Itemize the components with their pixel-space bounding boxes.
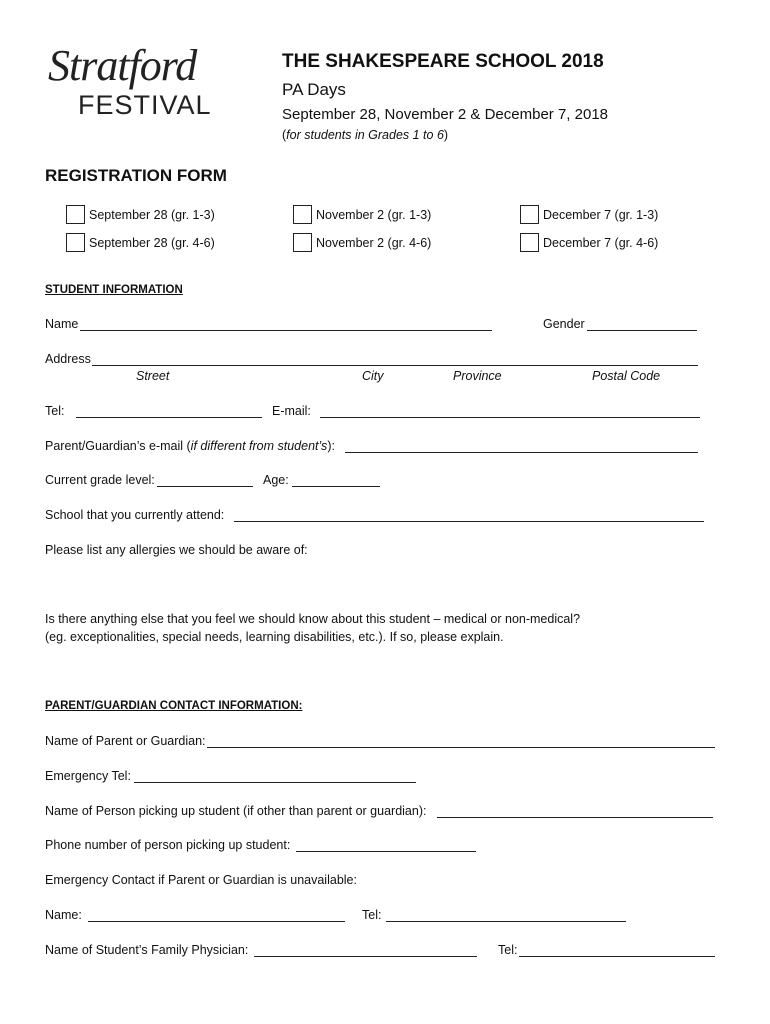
option-label: November 2 (gr. 4-6) — [316, 236, 432, 250]
parent-email-label-post: ): — [327, 439, 335, 453]
name-field[interactable] — [80, 330, 492, 331]
pickup-phone-field[interactable] — [296, 851, 476, 852]
emergency-tel-field[interactable] — [134, 782, 416, 783]
option-label: September 28 (gr. 1-3) — [89, 208, 215, 222]
ec-tel-label: Tel: — [362, 908, 382, 922]
name-label: Name — [45, 317, 79, 331]
parent-email-field[interactable] — [345, 452, 698, 453]
parent-info-heading: PARENT/GUARDIAN CONTACT INFORMATION: — [45, 700, 303, 712]
ec-name-field[interactable] — [88, 921, 345, 922]
checkbox-dec7-gr4-6[interactable] — [520, 233, 539, 252]
page-title: THE SHAKESPEARE SCHOOL 2018 — [282, 51, 604, 72]
pickup-phone-label: Phone number of person picking up student: — [45, 838, 291, 852]
pickup-person-label: Name of Person picking up student (if other than parent or guardian): — [45, 804, 427, 818]
grade-note-text: for students in Grades 1 to 6 — [286, 128, 444, 142]
parent-email-label-italic: if different from student’s — [190, 439, 328, 453]
email-label: E-mail: — [272, 404, 311, 418]
checkbox-nov2-gr4-6[interactable] — [293, 233, 312, 252]
allergies-label: Please list any allergies we should be aware of: — [45, 543, 308, 557]
gender-label: Gender — [543, 317, 585, 331]
age-field[interactable] — [292, 486, 380, 487]
physician-tel-label: Tel: — [498, 943, 518, 957]
ec-tel-field[interactable] — [386, 921, 626, 922]
registration-heading: REGISTRATION FORM — [45, 166, 227, 185]
grade-field[interactable] — [157, 486, 253, 487]
emergency-tel-label: Emergency Tel: — [45, 769, 131, 783]
physician-label: Name of Student’s Family Physician: — [45, 943, 249, 957]
grade-note-close: ) — [443, 128, 449, 142]
email-field[interactable] — [320, 417, 700, 418]
grade-note — [282, 128, 448, 142]
option-label: December 7 (gr. 4-6) — [543, 236, 659, 250]
emergency-contact-label: Emergency Contact if Parent or Guardian is unavailable: — [45, 873, 357, 887]
pickup-person-field[interactable] — [437, 817, 713, 818]
parent-name-label: Name of Parent or Guardian: — [45, 734, 206, 748]
checkbox-nov2-gr1-3[interactable] — [293, 205, 312, 224]
tel-field[interactable] — [76, 417, 262, 418]
address-field[interactable] — [92, 365, 698, 366]
street-caption: Street — [136, 369, 170, 383]
other-info-line1: Is there anything else that you feel we should know about this student – medical or non-medical? — [45, 612, 581, 626]
allergies-answer-area[interactable] — [45, 562, 700, 608]
logo-caps-text: FESTIVAL — [78, 90, 212, 120]
logo-script-text: Stratford — [48, 41, 197, 90]
parent-name-field[interactable] — [207, 747, 715, 748]
grade-note-open: ( — [282, 128, 287, 142]
gender-field[interactable] — [587, 330, 697, 331]
other-info-answer-area[interactable] — [45, 650, 700, 692]
option-label: September 28 (gr. 4-6) — [89, 236, 215, 250]
page-subtitle: PA Days — [282, 80, 346, 99]
school-label: School that you currently attend: — [45, 508, 225, 522]
option-label: December 7 (gr. 1-3) — [543, 208, 659, 222]
parent-email-label-pre: Parent/Guardian’s e-mail ( — [45, 439, 191, 453]
postal-code-caption: Postal Code — [592, 369, 661, 383]
physician-tel-field[interactable] — [519, 956, 715, 957]
province-caption: Province — [453, 369, 502, 383]
stratford-festival-logo — [46, 36, 236, 126]
option-label: November 2 (gr. 1-3) — [316, 208, 432, 222]
tel-label: Tel: — [45, 404, 65, 418]
school-field[interactable] — [234, 521, 704, 522]
ec-name-label: Name: — [45, 908, 82, 922]
checkbox-sep28-gr4-6[interactable] — [66, 233, 85, 252]
student-info-heading: STUDENT INFORMATION — [45, 284, 183, 296]
program-dates: September 28, November 2 & December 7, 2018 — [282, 106, 609, 123]
physician-field[interactable] — [254, 956, 477, 957]
checkbox-sep28-gr1-3[interactable] — [66, 205, 85, 224]
checkbox-dec7-gr1-3[interactable] — [520, 205, 539, 224]
city-caption: City — [362, 369, 384, 383]
parent-email-label — [45, 439, 335, 453]
other-info-line2: (eg. exceptionalities, special needs, learning disabilities, etc.). If so, please explain. — [45, 630, 504, 644]
grade-label: Current grade level: — [45, 473, 155, 487]
address-label: Address — [45, 352, 91, 366]
age-label: Age: — [263, 473, 289, 487]
